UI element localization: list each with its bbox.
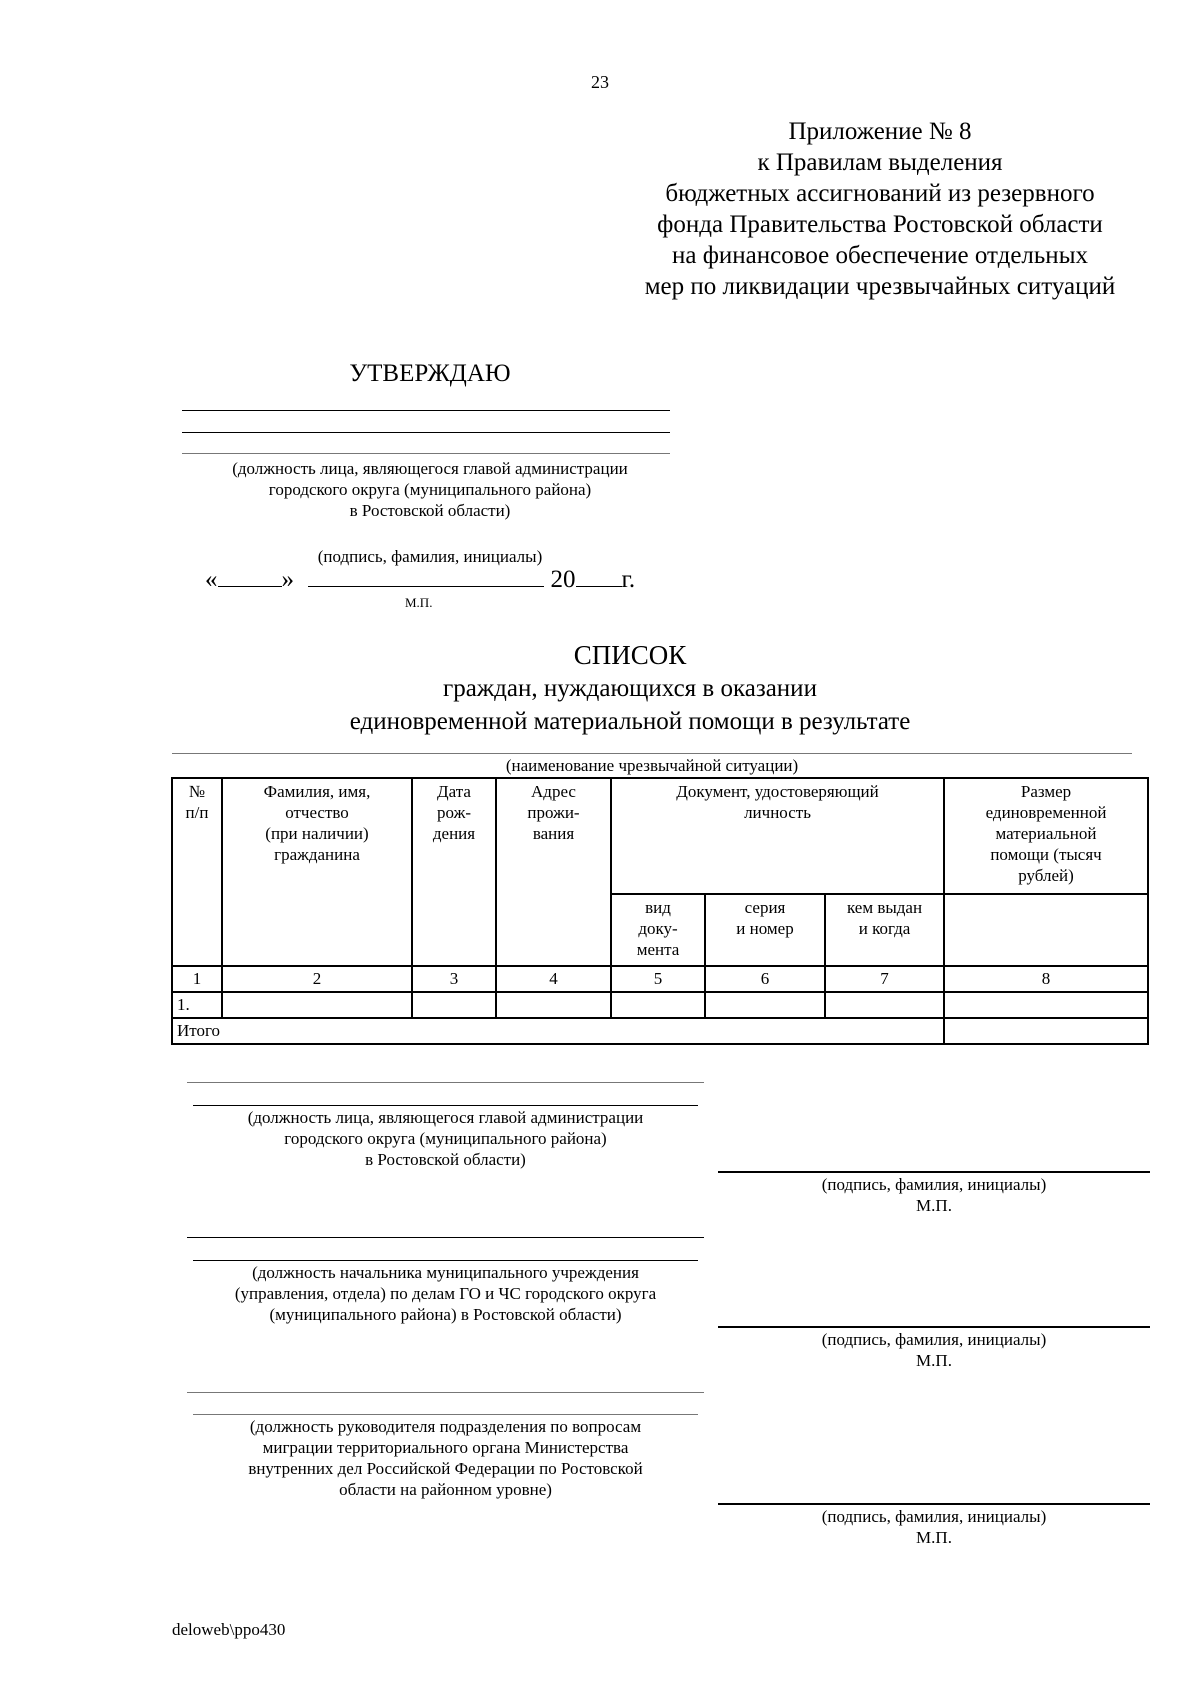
date-open-quote: « xyxy=(205,566,218,593)
approve-date-line xyxy=(205,564,635,594)
caption-line: городского округа (муниципального района) xyxy=(268,480,592,499)
column-number: 7 xyxy=(825,966,944,992)
date-year-blank xyxy=(576,564,622,587)
sig1-position-line-2 xyxy=(193,1105,698,1106)
sig2-position-line-1 xyxy=(187,1237,704,1238)
page-number: 23 xyxy=(591,72,609,92)
sig3-signature-line xyxy=(718,1503,1150,1505)
caption-line: в Ростовской области) xyxy=(349,501,511,520)
table-total-row xyxy=(172,1018,1148,1044)
approve-position-line-3 xyxy=(182,453,670,454)
sig2-stamp: М.П. xyxy=(916,1351,952,1370)
sig3-signature-caption: (подпись, фамилия, инициалы) М.П. xyxy=(718,1506,1150,1548)
sig1-stamp: М.П. xyxy=(916,1196,952,1215)
total-amount xyxy=(944,1018,1148,1044)
approve-position-caption xyxy=(170,458,690,521)
sig3-stamp: М.П. xyxy=(916,1528,952,1547)
table-row xyxy=(172,992,1148,1018)
header-amount-empty xyxy=(944,894,1148,966)
sig1-signature-line xyxy=(718,1171,1150,1173)
approve-position-line-2 xyxy=(182,432,670,433)
approve-signature-caption: (подпись, фамилия, инициалы) xyxy=(317,547,543,566)
date-close-quote: » xyxy=(281,566,294,593)
cell-doc-issued xyxy=(825,992,944,1018)
column-number: 6 xyxy=(705,966,825,992)
total-label: Итого xyxy=(172,1018,944,1044)
appendix-line: к Правилам выделения xyxy=(757,149,1003,176)
header-document: Документ, удостоверяющий личность xyxy=(611,778,944,894)
date-month-blank xyxy=(308,564,544,587)
sig1-position-line-1 xyxy=(187,1082,704,1083)
sig2-position-line-2 xyxy=(193,1260,698,1261)
sig3-position-line-1 xyxy=(187,1392,704,1393)
header-address: Адрес прожи- вания xyxy=(496,778,611,966)
row-number: 1. xyxy=(172,992,222,1018)
header-amount: Размер единовременной материальной помощи (тысяч рублей) xyxy=(944,778,1148,894)
cell-doc-type xyxy=(611,992,705,1018)
subtitle-line: граждан, нуждающихся в оказании xyxy=(443,675,817,702)
cell-amount xyxy=(944,992,1148,1018)
column-number: 2 xyxy=(222,966,412,992)
sig1-signature-caption: (подпись, фамилия, инициалы) М.П. xyxy=(718,1174,1150,1216)
caption-line: (должность лица, являющегося главой администрации xyxy=(232,459,628,478)
header-doc-series: серия и номер xyxy=(705,894,825,966)
date-year-suffix: г. xyxy=(621,566,636,593)
situation-line xyxy=(172,753,1132,754)
column-number: 5 xyxy=(611,966,705,992)
cell-birth xyxy=(412,992,496,1018)
table-column-numbers-row xyxy=(172,966,1148,992)
appendix-line: Приложение № 8 xyxy=(788,118,972,145)
column-number: 3 xyxy=(412,966,496,992)
sig1-position-caption: (должность лица, являющегося главой администрации городского округа (муниципального района) в Ростовской области) xyxy=(247,1108,644,1169)
column-number: 1 xyxy=(172,966,222,992)
sig2-signature-line xyxy=(718,1326,1150,1328)
subtitle-line: единовременной материальной помощи в результате xyxy=(349,708,911,735)
header-birth-date: Дата рож- дения xyxy=(412,778,496,966)
citizens-table xyxy=(171,777,1149,1045)
appendix-header xyxy=(600,116,1160,302)
column-number: 4 xyxy=(496,966,611,992)
header-name: Фамилия, имя, отчество (при наличии) гражданина xyxy=(222,778,412,966)
header-num: № п/п xyxy=(172,778,222,966)
date-day-blank xyxy=(218,564,282,587)
appendix-line: мер по ликвидации чрезвычайных ситуаций xyxy=(644,273,1116,300)
list-title: СПИСОК xyxy=(573,640,687,670)
approve-stamp: М.П. xyxy=(405,595,433,610)
sig2-position-caption: (должность начальника муниципального учреждения (управления, отдела) по делам ГО и ЧС городского округа (муниципального района) в Ростовской области) xyxy=(234,1263,657,1324)
approve-title: УТВЕРЖДАЮ xyxy=(349,360,511,387)
date-year-prefix: 20 xyxy=(550,566,576,593)
sig3-position-line-2 xyxy=(193,1414,698,1415)
header-doc-type: вид доку- мента xyxy=(611,894,705,966)
footer-file-path: deloweb\ppo430 xyxy=(172,1620,286,1639)
approve-position-line-1 xyxy=(182,410,670,411)
cell-address xyxy=(496,992,611,1018)
header-doc-issued: кем выдан и когда xyxy=(825,894,944,966)
appendix-line: бюджетных ассигнований из резервного xyxy=(665,180,1095,207)
column-number: 8 xyxy=(944,966,1148,992)
table-header-row xyxy=(172,778,1148,894)
cell-doc-series xyxy=(705,992,825,1018)
sig2-signature-caption: (подпись, фамилия, инициалы) М.П. xyxy=(718,1329,1150,1371)
cell-name xyxy=(222,992,412,1018)
sig3-position-caption: (должность руководителя подразделения по вопросам миграции территориального органа Министерства внутренних дел Российской Федерации по Ростовской области на районном уровне) xyxy=(248,1417,643,1499)
appendix-line: на финансовое обеспечение отдельных xyxy=(671,242,1088,269)
list-subtitle xyxy=(200,672,1060,738)
appendix-line: фонда Правительства Ростовской области xyxy=(657,211,1103,238)
situation-caption: (наименование чрезвычайной ситуации) xyxy=(505,756,799,775)
